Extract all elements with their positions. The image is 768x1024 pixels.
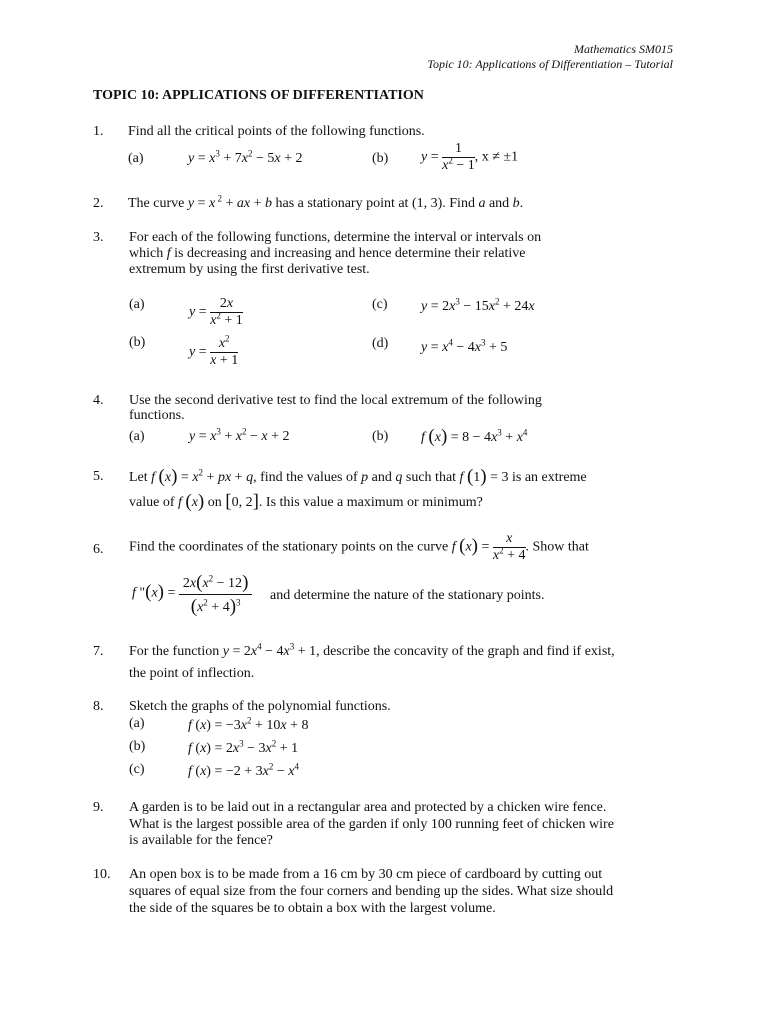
question-number: 7.	[93, 644, 104, 659]
equation: y = $\frac{1}{x^2 - 1}$ , x ≠ ±1	[421, 141, 519, 173]
equation: f $(x) = 8 - 4x^3 + x^4$	[421, 426, 528, 447]
question-text-line: the side of the squares be to obtain a box with the largest volume.	[129, 901, 496, 916]
question-text-line: is available for the fence?	[129, 833, 273, 848]
question-text-line: For the function $y = 2x^4 - 4x^3 + 1$, describe the concavity of the graph and find if exist,	[129, 641, 615, 659]
question-text: Sketch the graphs of the polynomial functions.	[129, 699, 391, 714]
equation: y = $\frac{2x}{x^2 + 1}$	[189, 296, 243, 328]
question-number: 4.	[93, 393, 104, 408]
equation: $y = 2x^3 - 15x^2 + 24x$	[421, 296, 535, 314]
question-number: 9.	[93, 800, 104, 815]
question-number: 5.	[93, 469, 104, 484]
question-text-line: the point of inflection.	[129, 666, 255, 681]
question-number: 2.	[93, 196, 104, 211]
question-text: The curve y = x $^2$ + ax + b has a stationary point at (1, 3). Find a and b.	[128, 193, 524, 211]
question-number: 6.	[93, 542, 104, 557]
equation: $y = x^4 - 4x^3 + 5$	[421, 337, 508, 355]
part-label: (c)	[129, 762, 145, 777]
question-text-line: functions.	[129, 408, 185, 423]
part-label: (a)	[128, 151, 144, 166]
condition: , x ≠ ±1	[474, 149, 519, 165]
part-label: (a)	[129, 297, 145, 312]
part-label: (b)	[372, 151, 389, 166]
header-topic: Topic 10: Applications of Differentiation – Tutorial	[427, 57, 673, 71]
question-text-line: For each of the following functions, determine the interval or intervals on	[129, 230, 542, 245]
question-text-line: Let f $(x) = x^2$ + px + q, find the values of p and q such that f (1) = 3 is an extreme	[129, 466, 587, 487]
question-number: 3.	[93, 230, 104, 245]
part-label: (b)	[129, 739, 146, 754]
equation: y = $\frac{x^2}{x + 1}$	[189, 333, 239, 368]
question-text-line: What is the largest possible area of the garden if only 100 running feet of chicken wire	[129, 817, 614, 832]
question-text-line: extremum by using the first derivative test.	[129, 262, 370, 277]
header-course: Mathematics SM015	[574, 42, 673, 56]
equation: f $(x) = 2x^3 - 3x^2 + 1$	[188, 738, 299, 756]
question-text-line: Use the second derivative test to find the local extremum of the following	[129, 393, 542, 408]
question-text-line: An open box is to be made from a 16 cm by 30 cm piece of cardboard by cutting out	[129, 867, 603, 882]
part-label: (d)	[372, 336, 389, 351]
question-text-line: squares of equal size from the four corners and bending up the sides. What size should	[129, 884, 614, 899]
question-text-line: value of f (x) on [0, 2]. Is this value a maximum or minimum?	[129, 491, 483, 512]
part-label: (a)	[129, 716, 145, 731]
question-number: 1.	[93, 124, 104, 139]
equation: f $(x) = -3x^2 + 10x + 8$	[188, 715, 309, 733]
equation: $y = x^3 + x^2 - x + 2$	[189, 426, 290, 444]
question-number: 8.	[93, 699, 104, 714]
part-label: (a)	[129, 429, 145, 444]
part-label: (c)	[372, 297, 388, 312]
page-title: TOPIC 10: APPLICATIONS OF DIFFERENTIATION	[93, 88, 424, 103]
part-label: (b)	[372, 429, 389, 444]
equation: f $(x) = -2 + 3x^2 - x^4$	[188, 761, 299, 779]
question-number: 10.	[93, 867, 111, 882]
part-label: (b)	[129, 335, 146, 350]
question-text-line: Find the coordinates of the stationary points on the curve f (x) = $\frac{x}{x^2 + 4}$ . Show that	[129, 531, 589, 563]
equation: $y = x^3 + 7x^2 - 5x + 2$	[188, 148, 303, 166]
question-text-line: and determine the nature of the stationary points.	[270, 588, 545, 603]
question-text: Find all the critical points of the following functions.	[128, 124, 425, 139]
question-text-line: which f is decreasing and increasing and hence determine their relative	[129, 246, 526, 261]
question-text-line: A garden is to be laid out in a rectangular area and protected by a chicken wire fence.	[129, 800, 607, 815]
equation: f "(x) = $\frac{2x(x^2 - 12)}{(x^2 + 4)^3}$	[132, 571, 252, 616]
